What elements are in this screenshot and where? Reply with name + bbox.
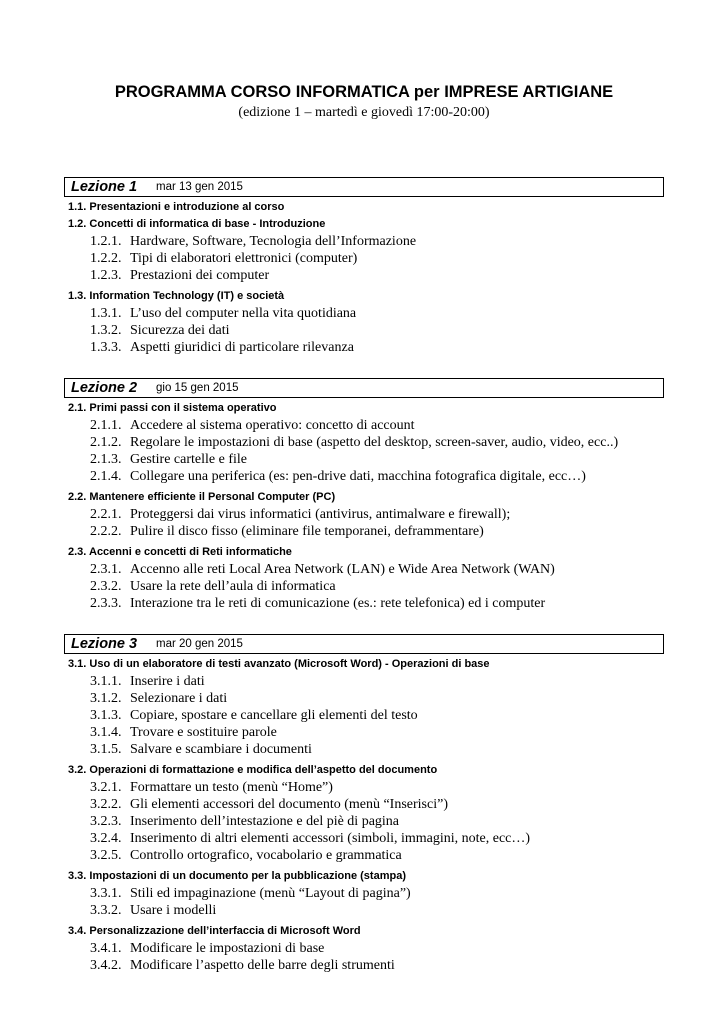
list-item	[90, 267, 664, 284]
list-item	[90, 322, 664, 339]
item-text: Accedere al sistema operativo: concetto di account	[130, 418, 415, 433]
section-items	[64, 940, 664, 974]
item-number: 2.1.3.	[90, 452, 122, 467]
item-number: 3.1.3.	[90, 708, 122, 723]
item-number: 3.2.3.	[90, 814, 122, 829]
item-text: Collegare una periferica (es: pen-drive dati, macchina fotografica digitale, ecc…)	[130, 469, 586, 484]
item-number: 3.3.2.	[90, 903, 122, 918]
item-number: 2.1.2.	[90, 435, 122, 450]
list-item	[90, 506, 664, 523]
lesson-date: gio 15 gen 2015	[156, 382, 239, 394]
section-items	[64, 779, 664, 864]
lesson-block	[64, 177, 664, 356]
lesson-name: Lezione 1	[71, 179, 138, 195]
document-page	[64, 82, 664, 973]
item-text: Inserimento dell’intestazione e del piè di pagina	[130, 814, 400, 829]
item-text: L’uso del computer nella vita quotidiana	[130, 306, 357, 321]
item-number: 2.3.2.	[90, 579, 122, 594]
section-title: 2.2. Mantenere efficiente il Personal Computer (PC)	[68, 491, 336, 503]
section-items	[64, 885, 664, 919]
item-number: 1.3.2.	[90, 323, 122, 338]
item-number: 1.2.3.	[90, 268, 122, 283]
item-text: Gli elementi accessori del documento (menù “Inserisci”)	[130, 797, 448, 812]
item-text: Pulire il disco fisso (eliminare file temporanei, deframmentare)	[130, 524, 484, 539]
item-text: Tipi di elaboratori elettronici (computer)	[130, 251, 358, 266]
document-title: PROGRAMMA CORSO INFORMATICA per IMPRESE ARTIGIANE	[114, 83, 614, 101]
item-text: Sicurezza dei dati	[130, 323, 230, 338]
item-number: 3.1.1.	[90, 674, 122, 689]
item-text: Hardware, Software, Tecnologia dell’Informazione	[130, 234, 417, 249]
list-item	[90, 741, 664, 758]
item-text: Salvare e scambiare i documenti	[130, 742, 312, 757]
item-number: 3.2.2.	[90, 797, 122, 812]
item-text: Aspetti giuridici di particolare rilevanza	[130, 340, 354, 355]
item-text: Prestazioni dei computer	[130, 268, 270, 283]
section-items	[64, 673, 664, 758]
item-text: Regolare le impostazioni di base (aspetto del desktop, screen-saver, audio, video, ecc..)	[130, 435, 619, 450]
item-text: Stili ed impaginazione (menù “Layout di pagina”)	[130, 886, 411, 901]
list-item	[90, 707, 664, 724]
list-item	[90, 796, 664, 813]
list-item	[90, 724, 664, 741]
item-number: 3.1.5.	[90, 742, 122, 757]
item-text: Accenno alle reti Local Area Network (LAN) e Wide Area Network (WAN)	[130, 562, 555, 577]
list-item	[90, 902, 664, 919]
lesson-header	[64, 634, 664, 654]
list-item	[90, 523, 664, 540]
item-text: Proteggersi dai virus informatici (antivirus, antimalware e firewall);	[130, 507, 511, 522]
section-items	[64, 305, 664, 356]
list-item	[90, 847, 664, 864]
lesson-date: mar 13 gen 2015	[156, 181, 243, 193]
item-text: Gestire cartelle e file	[130, 452, 247, 467]
item-text: Controllo ortografico, vocabolario e grammatica	[130, 848, 402, 863]
item-number: 2.3.3.	[90, 596, 122, 611]
list-item	[90, 957, 664, 974]
lesson-name: Lezione 2	[71, 380, 138, 396]
item-number: 1.2.1.	[90, 234, 122, 249]
list-item	[90, 434, 664, 451]
item-text: Inserire i dati	[130, 674, 205, 689]
item-number: 3.2.5.	[90, 848, 122, 863]
lesson-block	[64, 634, 664, 974]
list-item	[90, 578, 664, 595]
lesson-date: mar 20 gen 2015	[156, 638, 243, 650]
list-item	[90, 451, 664, 468]
item-number: 1.3.3.	[90, 340, 122, 355]
list-item	[90, 673, 664, 690]
item-number: 3.1.2.	[90, 691, 122, 706]
lesson-block	[64, 378, 664, 612]
section-title: 1.3. Information Technology (IT) e società	[68, 290, 285, 302]
list-item	[90, 779, 664, 796]
list-item	[90, 468, 664, 485]
section-title: 1.1. Presentazioni e introduzione al corso	[68, 201, 285, 213]
item-number: 3.3.1.	[90, 886, 122, 901]
item-number: 3.2.1.	[90, 780, 122, 795]
list-item	[90, 305, 664, 322]
item-number: 1.2.2.	[90, 251, 122, 266]
item-text: Formattare un testo (menù “Home”)	[130, 780, 333, 795]
section-items	[64, 417, 664, 485]
item-number: 1.3.1.	[90, 306, 122, 321]
section-title: 3.1. Uso di un elaboratore di testi avanzato (Microsoft Word) - Operazioni di base	[68, 658, 490, 670]
list-item	[90, 339, 664, 356]
list-item	[90, 233, 664, 250]
item-text: Modificare l’aspetto delle barre degli strumenti	[130, 958, 395, 973]
section-items	[64, 561, 664, 612]
item-text: Usare la rete dell’aula di informatica	[130, 579, 336, 594]
list-item	[90, 417, 664, 434]
item-number: 2.1.4.	[90, 469, 122, 484]
list-item	[90, 885, 664, 902]
section-title: 2.1. Primi passi con il sistema operativo	[68, 402, 277, 414]
item-text: Inserimento di altri elementi accessori (simboli, immagini, note, ecc…)	[130, 831, 531, 846]
section-title: 3.4. Personalizzazione dell’interfaccia di Microsoft Word	[68, 925, 361, 937]
item-text: Trovare e sostituire parole	[130, 725, 277, 740]
section-title: 3.3. Impostazioni di un documento per la pubblicazione (stampa)	[68, 870, 406, 882]
lesson-name: Lezione 3	[71, 636, 138, 652]
item-text: Copiare, spostare e cancellare gli elementi del testo	[130, 708, 418, 723]
lesson-header	[64, 378, 664, 398]
item-number: 3.4.1.	[90, 941, 122, 956]
section-title: 2.3. Accenni e concetti di Reti informatiche	[68, 546, 292, 558]
item-number: 2.2.1.	[90, 507, 122, 522]
item-number: 3.4.2.	[90, 958, 122, 973]
list-item	[90, 561, 664, 578]
section-items	[64, 233, 664, 284]
list-item	[90, 690, 664, 707]
section-items	[64, 506, 664, 540]
item-text: Interazione tra le reti di comunicazione (es.: rete telefonica) ed i computer	[130, 596, 546, 611]
item-text: Usare i modelli	[130, 903, 217, 918]
list-item	[90, 830, 664, 847]
list-item	[90, 250, 664, 267]
lesson-header	[64, 177, 664, 197]
list-item	[90, 813, 664, 830]
item-text: Selezionare i dati	[130, 691, 228, 706]
item-number: 3.2.4.	[90, 831, 122, 846]
list-item	[90, 595, 664, 612]
item-number: 2.3.1.	[90, 562, 122, 577]
item-text: Modificare le impostazioni di base	[130, 941, 325, 956]
item-number: 3.1.4.	[90, 725, 122, 740]
section-title: 3.2. Operazioni di formattazione e modifica dell’aspetto del documento	[68, 764, 438, 776]
item-number: 2.2.2.	[90, 524, 122, 539]
section-title: 1.2. Concetti di informatica di base - Introduzione	[68, 218, 326, 230]
document-subtitle: (edizione 1 – martedì e giovedì 17:00-20:00)	[238, 105, 490, 120]
item-number: 2.1.1.	[90, 418, 122, 433]
list-item	[90, 940, 664, 957]
